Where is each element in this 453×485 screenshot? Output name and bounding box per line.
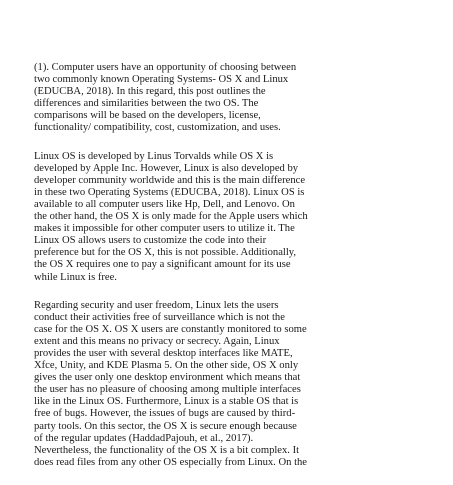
text-line: conduct their activities free of surveillance which is not the	[34, 311, 285, 323]
text-line: provides the user with several desktop interfaces like MATE,	[34, 347, 293, 359]
text-line: case for the OS X. OS X users are constantly monitored to some	[34, 323, 307, 335]
text-line: two commonly known Operating Systems- OS X and Linux	[34, 74, 289, 86]
text-line: the other hand, the OS X is only made for the Apple users which	[34, 211, 308, 223]
text-line: available to all computer users like Hp, Dell, and Lenovo. On	[34, 198, 295, 210]
text-line: Linux OS is developed by Linus Torvalds while OS X is	[34, 150, 274, 162]
text-line: party tools. On this sector, the OS X is secure enough because	[34, 420, 297, 432]
text-line: makes it impossible for other computer users to utilize it. The	[34, 223, 295, 235]
document-page	[34, 62, 434, 485]
text-line: developed by Apple Inc. However, Linux is also developed by	[34, 162, 299, 174]
text-line: Xfce, Unity, and KDE Plasma 5. On the other side, OS X only	[34, 360, 299, 372]
text-line: in these two Operating Systems (EDUCBA, 2018). Linux OS is	[34, 186, 305, 198]
text-line: like in the Linux OS. Furthermore, Linux is a stable OS that is	[34, 396, 299, 408]
text-line: the OS X requires one to pay a significant amount for its use	[34, 259, 291, 271]
text-line: free of bugs. However, the issues of bugs are caused by third-	[34, 408, 296, 420]
text-line: Linux OS allows users to customize the code into their	[34, 235, 267, 247]
text-line: of the regular updates (HaddadPajouh, et al., 2017).	[34, 432, 254, 444]
text-line: functionality/ compatibility, cost, customization, and uses.	[34, 122, 281, 134]
paragraph-intro	[34, 62, 434, 135]
text-line: the user has no pleasure of choosing among multiple interfaces	[34, 384, 301, 396]
paragraph-developers	[34, 151, 434, 284]
text-line: while Linux is free.	[34, 271, 117, 283]
text-line: developer community worldwide and this is the main difference	[34, 174, 306, 186]
text-line: (EDUCBA, 2018). In this regard, this post outlines the	[34, 86, 266, 98]
text-line: preference but for the OS X, this is not possible. Additionally,	[34, 247, 297, 259]
text-line: does read files from any other OS especially from Linux. On the	[34, 456, 308, 468]
text-line: Regarding security and user freedom, Linux lets the users	[34, 299, 279, 311]
text-line: Nevertheless, the functionality of the OS X is a bit complex. It	[34, 444, 300, 456]
text-line: extent and this means no privacy or secrecy. Again, Linux	[34, 335, 280, 347]
paragraph-security	[34, 300, 434, 469]
text-line: (1). Computer users have an opportunity of choosing between	[34, 62, 297, 73]
text-line: differences and similarities between the two OS. The	[34, 98, 259, 110]
text-line: gives the user only one desktop environment which means that	[34, 372, 301, 384]
text-line: comparisons will be based on the developers, license,	[34, 110, 261, 122]
